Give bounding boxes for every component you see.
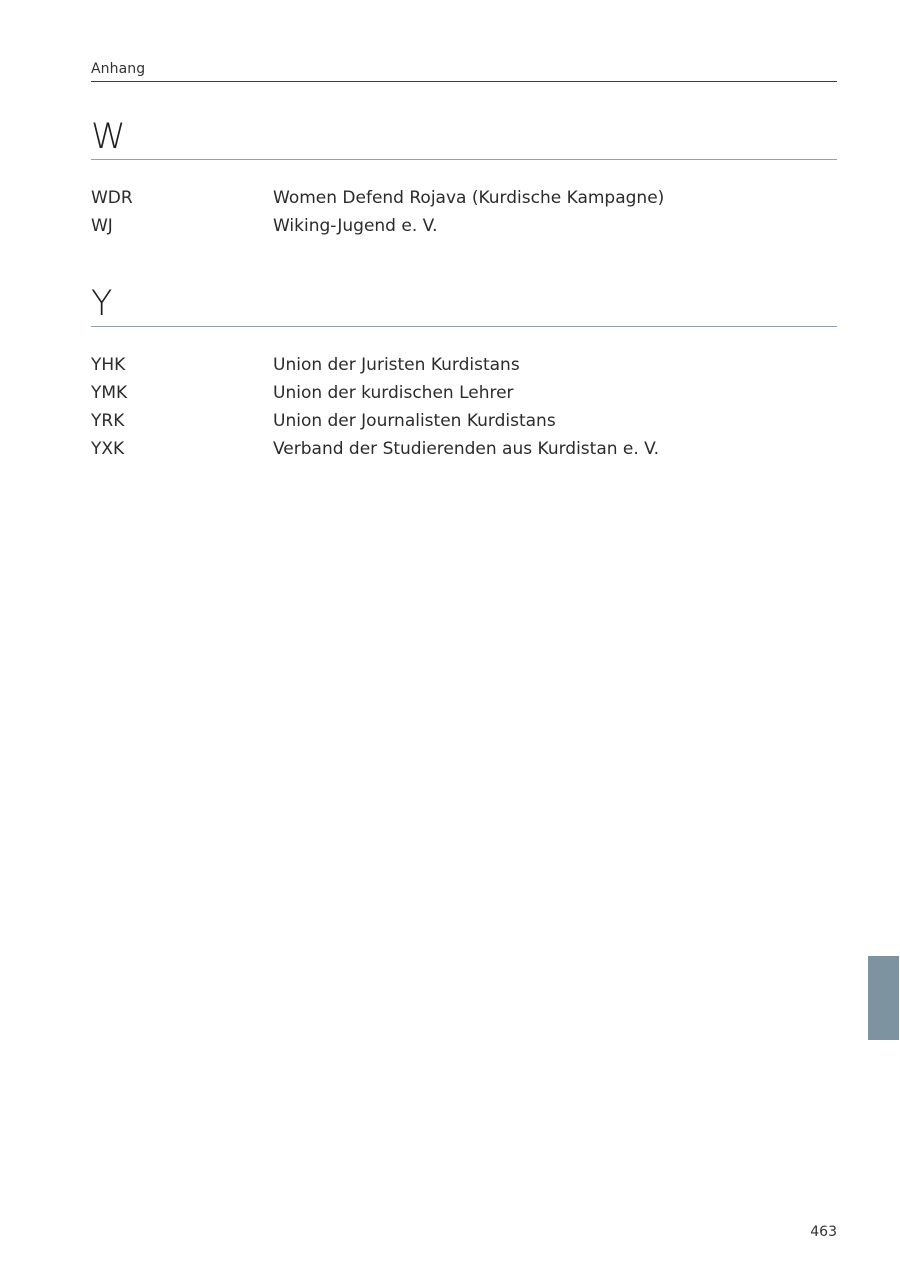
abbreviation: YRK (91, 411, 125, 431)
section-y (91, 284, 837, 463)
list-item (91, 407, 837, 435)
abbreviation-list (91, 184, 837, 240)
page-number: 463 (810, 1224, 837, 1240)
running-header (91, 58, 837, 82)
list-item (91, 184, 837, 212)
abbreviation: WDR (91, 188, 133, 208)
abbreviation: WJ (91, 216, 113, 236)
abbreviation-meaning: Union der Journalisten Kurdistans (273, 411, 556, 431)
abbreviation-meaning: Union der kurdischen Lehrer (273, 383, 514, 403)
section-w (91, 117, 837, 240)
abbreviation-list (91, 351, 837, 463)
running-header-title: Anhang (91, 61, 146, 77)
section-letter: W (91, 117, 837, 160)
list-item (91, 435, 837, 463)
abbreviation-meaning: Women Defend Rojava (Kurdische Kampagne) (273, 188, 665, 208)
list-item (91, 351, 837, 379)
list-item (91, 379, 837, 407)
abbreviation: YMK (91, 383, 128, 403)
abbreviation-meaning: Union der Juristen Kurdistans (273, 355, 520, 375)
list-item (91, 212, 837, 240)
abbreviation-meaning: Verband der Studierenden aus Kurdistan e. V. (273, 439, 660, 459)
section-letter: Y (91, 284, 837, 327)
abbreviation-meaning: Wiking-Jugend e. V. (273, 216, 438, 236)
abbreviation: YHK (91, 355, 126, 375)
chapter-thumb-tab (868, 956, 899, 1040)
abbreviation: YXK (91, 439, 125, 459)
